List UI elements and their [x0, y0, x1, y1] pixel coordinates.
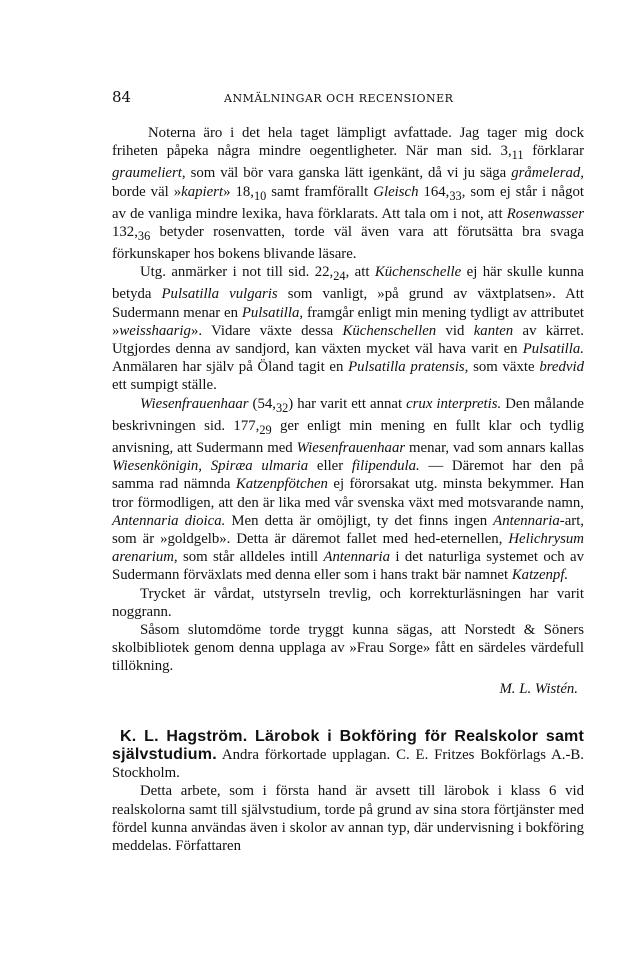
reviewer-signature: M. L. Wistén.: [499, 680, 578, 697]
review-heading: [112, 728, 584, 783]
paragraph-print: Trycket är vårdat, utstyrseln trevlig, och korrekturläsningen har varit noggrann.: [112, 585, 584, 620]
paragraph-pulsatilla: Utg. anmärker i not till sid. $22,_{24}$, att Küchenschelle ej här skulle kunna betyda Pulsatilla vulgaris som vanligt, »på grund av växtplatsen». Att Sudermann menar en Pulsatilla, framgår enligt min mening tydligt av attributet »weisshaarig». Vidare växte dessa Küchenschellen vid kanten av kärret. Utgjordes denna av sandjord, kan växten mycket väl hava varit en Pulsatilla. Anmälaren har själv på Öland tagit en Pulsatilla pratensis, som växte bredvid ett sumpigt ställe.: [112, 264, 584, 394]
page-number: 84: [112, 88, 132, 106]
paragraph-verdict: Såsom slutomdöme torde tryggt kunna sägas, att Norstedt & Söners skolbibliotek genom denna upplaga av »Frau Sorge» fått en särdeles värdefull tillökning.: [112, 622, 584, 675]
paragraph-bokforing: Detta arbete, som i första hand är avsett till lärobok i klass 6 vid realskolorna samt till självstudium, torde på grund av sina stora förtjänster med fördel kunna användas även i skolor av annan typ, där undervisning i bokföring meddelas. Författaren: [112, 783, 584, 855]
book-title: K. L. Hagström. Lärobok i Bokföring för Realskolor samt självstudium.: [112, 727, 584, 764]
paragraph-wiesenfrauenhaar: Wiesenfrauenhaar $(54,_{32})$ har varit ett annat crux interpretis. Den målande beskrivningen sid. $177,_{29}$ ger enligt min mening en fullt klar och tydlig anvisning, att Sudermann med Wiesenfrauenhaar menar, vad som annars kallas Wiesenkönigin, Spiræa ulmaria eller filipendula. — Däremot har den på samma rad nämnda Katzenpfötchen ej förorsakat utg. minsta bekymmer. Han tror förmodligen, att den är lika med vår svenska växt med motsvarande namn, Antennaria dioica. Men detta är omöjligt, ty det finns ingen Antennaria-art, som är »goldgelb». Detta är däremot fallet med hed-eternellen, Helichrysum arenarium, som står alldeles intill Antennaria i det naturliga systemet och av Sudermann förväxlats med denna eller som i hans trakt bär namnet Katzenpf.: [112, 395, 585, 584]
paragraph-notes: Noterna äro i det hela taget lämpligt avfattade. Jag tager mig dock friheten påpeka några mindre oegentligheter. När man sid. $3,_{11}$ förklarar graumeliert, som väl bör vara ganska lätt igenkänt, då vi ju säga gråmelerad, borde väl »kapiert» $18,_{10}$ samt framförallt Gleisch $164,_{33}$, som ej står i något av de vanliga mindre lexika, hava förklarats. Att tala om i not, att Rosenwasser $132,_{36}$ betyder rosenvatten, torde väl även vara att förutsätta bra svaga förkunskaper hos bokens blivande läsare.: [112, 125, 585, 263]
running-head-title: ANMÄLNINGAR OCH RECENSIONER: [224, 92, 454, 105]
running-head: [112, 88, 584, 110]
review-text: [112, 124, 584, 855]
book-publisher: Andra förkortade upplagan. C. E. Fritzes Bokförlags A.-B. Stockholm.: [112, 747, 584, 782]
